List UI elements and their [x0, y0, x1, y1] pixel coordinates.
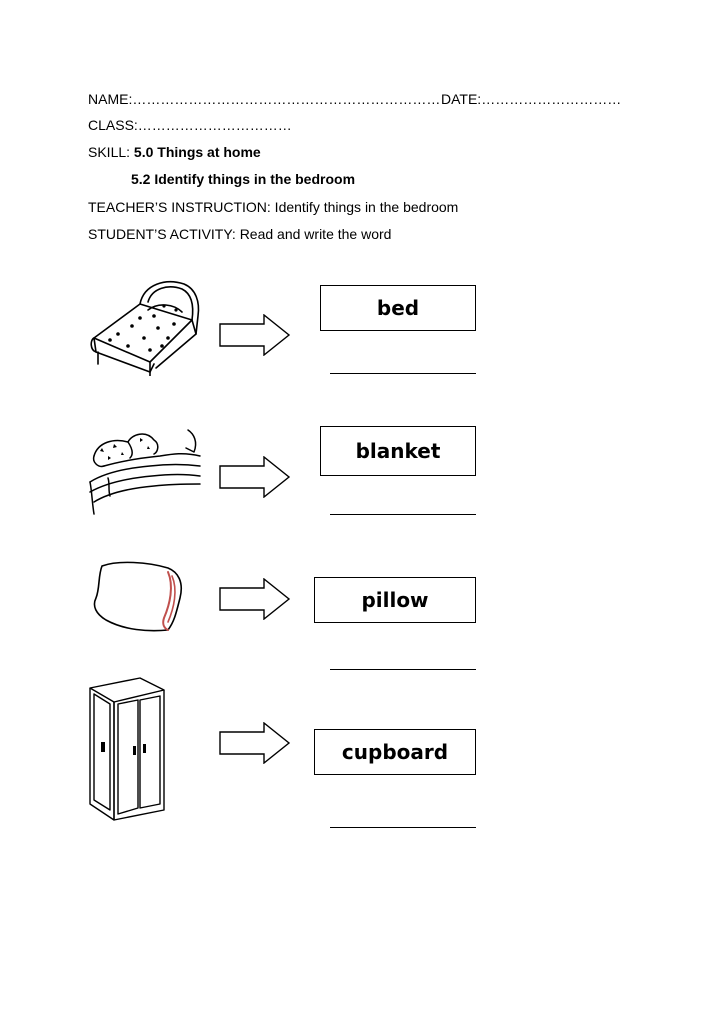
blanket-icon — [88, 418, 203, 518]
pillow-icon — [88, 558, 188, 638]
skill-sub-line — [131, 171, 355, 187]
write-line[interactable] — [330, 373, 476, 374]
skill-line — [88, 144, 261, 160]
name-field-label: NAME:………………………………………………………… — [88, 91, 441, 107]
word-box: pillow — [314, 577, 476, 623]
student-activity: STUDENT’S ACTIVITY: Read and write the word — [88, 226, 392, 242]
word-box: cupboard — [314, 729, 476, 775]
bed-icon — [88, 276, 203, 376]
arrow-right-icon — [219, 578, 291, 620]
word-box: blanket — [320, 426, 476, 476]
arrow-right-icon — [219, 722, 291, 764]
cupboard-icon — [88, 676, 168, 824]
word-box: bed — [320, 285, 476, 331]
write-line[interactable] — [330, 514, 476, 515]
arrow-right-icon — [219, 456, 291, 498]
skill-sub: 5.2 Identify things in the bedroom — [131, 171, 356, 187]
date-field-label: DATE:………………………… — [441, 91, 622, 107]
class-field-label: CLASS:…………………………… — [88, 117, 292, 133]
write-line[interactable] — [330, 669, 476, 670]
skill-label: SKILL: — [88, 144, 131, 160]
skill-main: 5.0 Things at home — [133, 144, 261, 160]
teacher-instruction: TEACHER’S INSTRUCTION: Identify things in the bedroom — [88, 199, 459, 215]
write-line[interactable] — [330, 827, 476, 828]
arrow-right-icon — [219, 314, 291, 356]
